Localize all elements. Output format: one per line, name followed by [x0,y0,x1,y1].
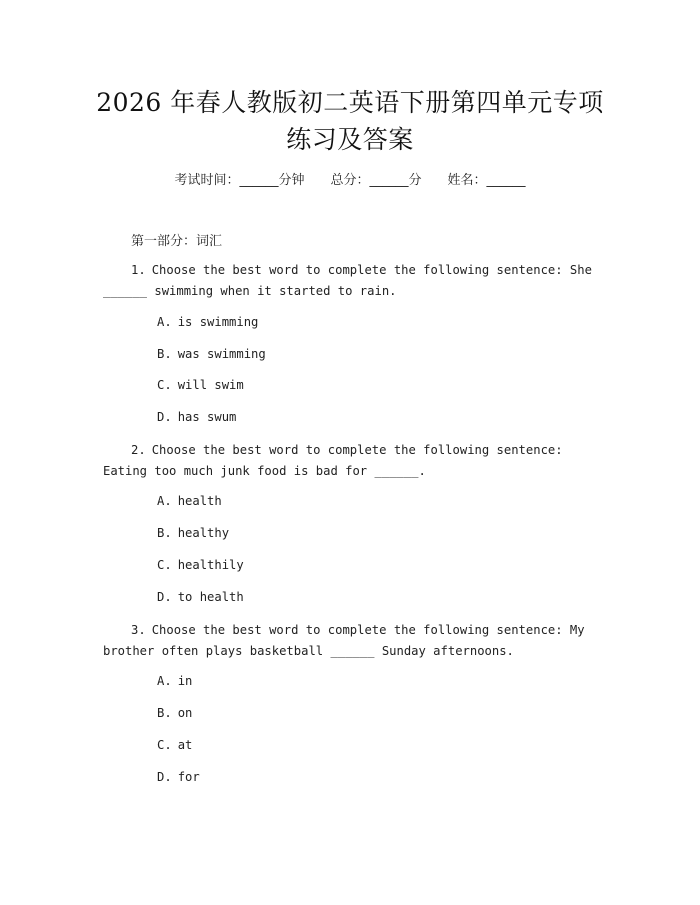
question-text: Choose the best word to complete the following sentence: She ______ swimming when it started to rain. [103,263,592,298]
score-unit: 分 [408,173,422,188]
option-text: health [177,494,222,508]
option-2d [157,590,244,604]
time-label: 考试时间： [174,173,240,188]
option-text: has swum [177,410,237,424]
option-letter: C. [157,378,172,392]
option-letter: C. [157,558,172,572]
document-title-line2: 练习及答案 [286,125,414,154]
option-letter: C. [157,738,172,752]
score-label: 总分： [330,173,370,188]
option-3c [157,738,192,752]
option-3b [157,706,192,720]
option-letter: B. [157,706,172,720]
question-number: 3. [131,623,146,637]
question-text: Choose the best word to complete the following sentence: Eating too much junk food is bad for ______. [103,443,563,478]
question-1 [103,260,593,302]
option-text: will swim [177,378,244,392]
option-1a [157,315,258,329]
option-2c [157,558,244,572]
score-blank: ______ [369,173,409,188]
option-letter: D. [157,770,172,784]
option-letter: A. [157,315,172,329]
option-letter: D. [157,590,172,604]
option-letter: A. [157,494,172,508]
option-1c [157,378,244,392]
option-text: at [177,738,193,752]
time-blank: ______ [239,173,279,188]
option-text: was swimming [177,347,266,361]
exam-info-line [0,169,700,188]
option-text: healthily [177,558,244,572]
question-2 [103,440,593,482]
option-text: on [177,706,193,720]
question-number: 1. [131,263,146,277]
name-blank: ______ [486,173,526,188]
option-2b [157,526,229,540]
name-label: 姓名： [447,173,487,188]
option-3d [157,770,200,784]
document-title-line1: 2026 年春人教版初二英语下册第四单元专项 [96,88,604,117]
option-text: to health [177,590,244,604]
question-number: 2. [131,443,146,457]
option-text: healthy [177,526,230,540]
option-3a [157,674,192,688]
option-text: in [177,674,193,688]
option-letter: B. [157,347,172,361]
time-unit: 分钟 [278,173,305,188]
option-letter: D. [157,410,172,424]
option-letter: A. [157,674,172,688]
question-3 [103,620,593,662]
option-text: for [177,770,200,784]
option-2a [157,494,222,508]
option-letter: B. [157,526,172,540]
option-1b [157,347,266,361]
option-1d [157,410,236,424]
option-text: is swimming [177,315,259,329]
question-text: Choose the best word to complete the following sentence: My brother often plays basketball ______ Sunday afternoons. [103,623,585,658]
section-heading: 第一部分：词汇 [131,234,223,249]
